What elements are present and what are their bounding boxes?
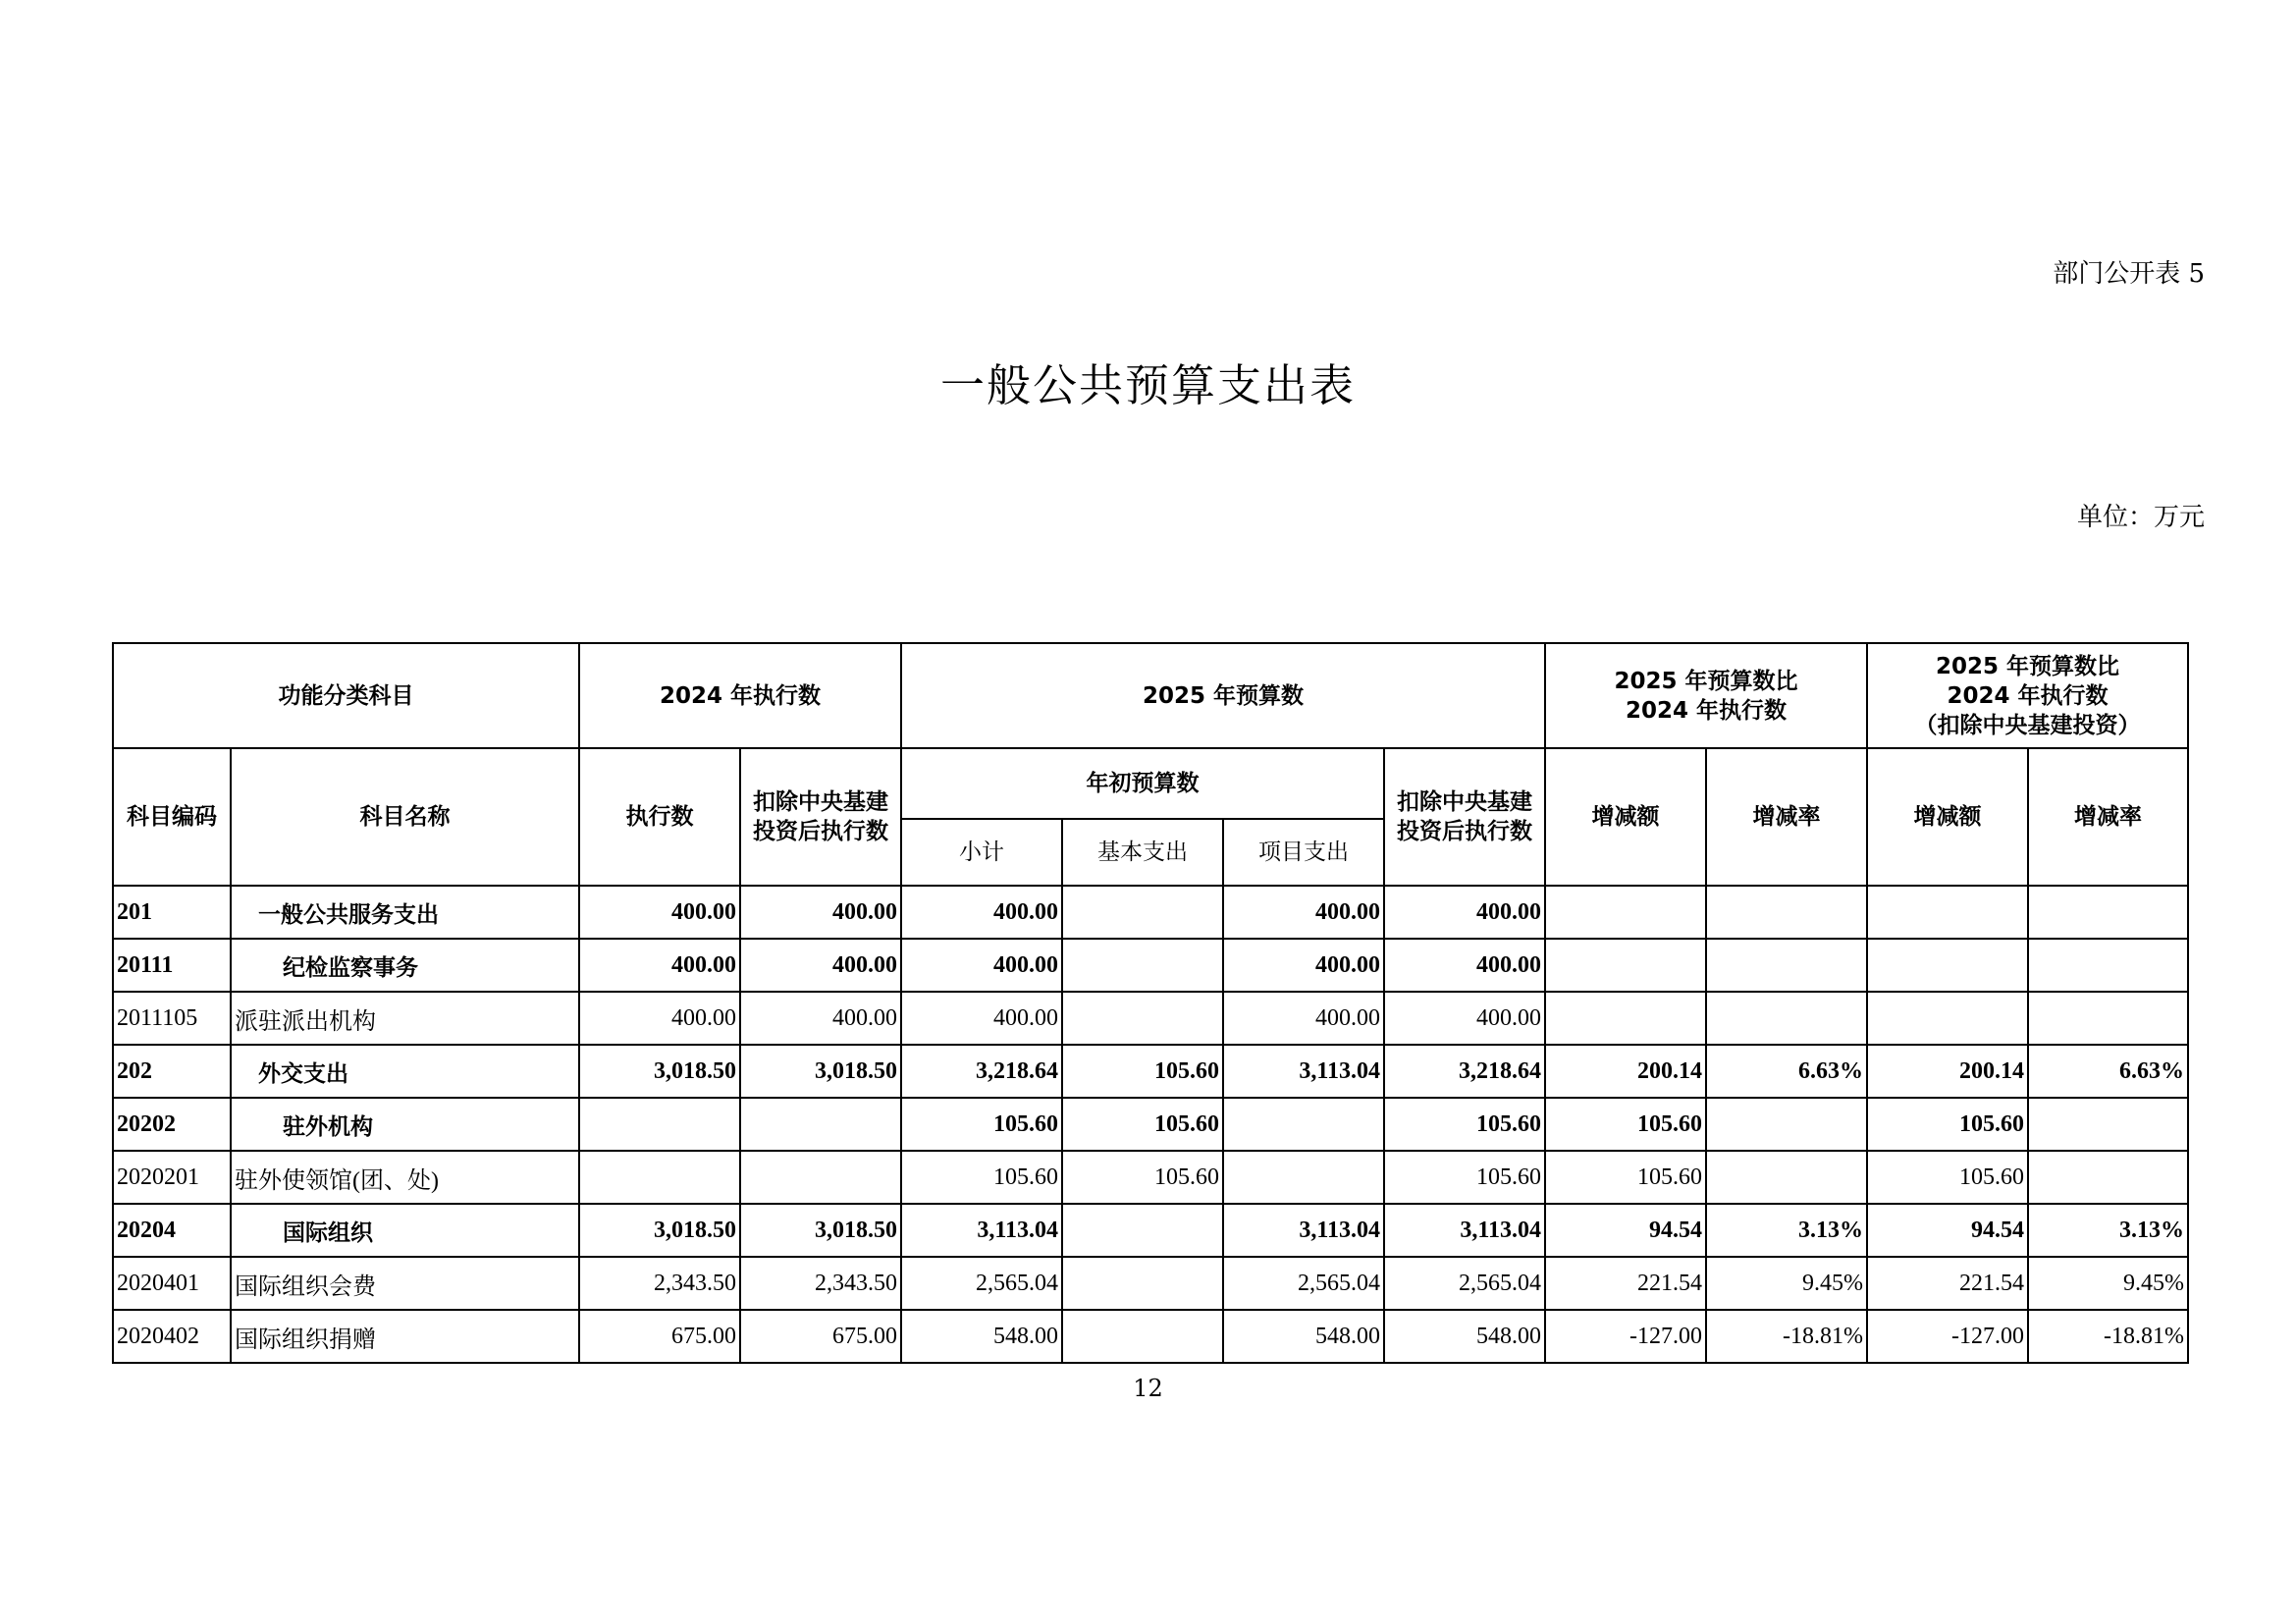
cell-inc-rate-2: 9.45% [2028,1257,2188,1310]
row-name: 外交支出 [231,1045,579,1098]
header-project: 项目支出 [1223,819,1384,886]
cell-project: 548.00 [1223,1310,1384,1363]
header-func-class: 功能分类科目 [113,643,579,748]
header-compare-exec-excl: 2025 年预算数比 2024 年执行数 （扣除中央基建投资） [1867,643,2188,748]
cell-budget-excl: 548.00 [1384,1310,1545,1363]
row-code: 2011105 [113,992,231,1045]
row-code: 2020401 [113,1257,231,1310]
cell-project: 400.00 [1223,886,1384,939]
row-name: 纪检监察事务 [231,939,579,992]
unit-label: 单位：万元 [2076,503,2205,532]
header-row-2 [113,748,2188,819]
cell-exec-excl: 400.00 [740,886,901,939]
table-row [113,939,2188,992]
row-name: 驻外机构 [231,1098,579,1151]
cell-inc-rate-1 [1706,992,1867,1045]
cell-budget-excl: 400.00 [1384,992,1545,1045]
cell-budget-excl: 400.00 [1384,886,1545,939]
cell-inc-rate-1: 6.63% [1706,1045,1867,1098]
header-subtotal: 小计 [901,819,1062,886]
cell-inc-rate-1: 9.45% [1706,1257,1867,1310]
cell-inc-amount-1: 105.60 [1545,1151,1706,1204]
table-row [113,1310,2188,1363]
cell-exec [579,1098,740,1151]
cell-exec: 400.00 [579,886,740,939]
cell-inc-amount-1: -127.00 [1545,1310,1706,1363]
cell-inc-rate-2 [2028,1151,2188,1204]
cell-basic: 105.60 [1062,1045,1223,1098]
header-name: 科目名称 [231,748,579,886]
cell-inc-rate-2: 3.13% [2028,1204,2188,1257]
header-inc-amount-1: 增减额 [1545,748,1706,886]
row-code: 202 [113,1045,231,1098]
cell-inc-amount-2 [1867,939,2028,992]
budget-table [112,642,2189,1364]
cell-exec [579,1151,740,1204]
header-inc-rate-1: 增减率 [1706,748,1867,886]
row-code: 20204 [113,1204,231,1257]
cell-inc-rate-2 [2028,886,2188,939]
cell-inc-amount-2: -127.00 [1867,1310,2028,1363]
cell-inc-amount-2: 200.14 [1867,1045,2028,1098]
cell-inc-amount-2: 105.60 [1867,1098,2028,1151]
cell-exec: 675.00 [579,1310,740,1363]
row-code: 2020201 [113,1151,231,1204]
table-row [113,886,2188,939]
cell-inc-amount-1 [1545,992,1706,1045]
cell-basic [1062,992,1223,1045]
cell-subtotal: 400.00 [901,886,1062,939]
cell-exec: 3,018.50 [579,1204,740,1257]
cell-exec: 3,018.50 [579,1045,740,1098]
cell-project [1223,1098,1384,1151]
row-code: 20111 [113,939,231,992]
cell-inc-amount-1: 221.54 [1545,1257,1706,1310]
cell-exec: 400.00 [579,939,740,992]
cell-inc-rate-1 [1706,1151,1867,1204]
cell-budget-excl: 2,565.04 [1384,1257,1545,1310]
cell-inc-rate-1 [1706,1098,1867,1151]
header-inc-amount-2: 增减额 [1867,748,2028,886]
cell-exec-excl: 400.00 [740,992,901,1045]
cell-exec-excl: 3,018.50 [740,1204,901,1257]
row-name: 国际组织捐赠 [231,1310,579,1363]
cell-subtotal: 400.00 [901,939,1062,992]
cell-basic: 105.60 [1062,1098,1223,1151]
table-row [113,1257,2188,1310]
table-body [113,886,2188,1363]
table-row [113,992,2188,1045]
cell-subtotal: 400.00 [901,992,1062,1045]
table-row [113,1098,2188,1151]
header-row-1 [113,643,2188,748]
cell-inc-amount-2 [1867,992,2028,1045]
cell-subtotal: 105.60 [901,1098,1062,1151]
cell-project: 3,113.04 [1223,1204,1384,1257]
cell-subtotal: 548.00 [901,1310,1062,1363]
cell-project [1223,1151,1384,1204]
row-code: 20202 [113,1098,231,1151]
header-budget-2025: 2025 年预算数 [901,643,1545,748]
header-basic: 基本支出 [1062,819,1223,886]
table-row [113,1045,2188,1098]
header-exec: 执行数 [579,748,740,886]
row-code: 2020402 [113,1310,231,1363]
header-budget-excl: 扣除中央基建 投资后执行数 [1384,748,1545,886]
cell-basic [1062,1204,1223,1257]
cell-basic [1062,886,1223,939]
cell-inc-rate-2 [2028,939,2188,992]
cell-inc-rate-2 [2028,1098,2188,1151]
cell-inc-amount-1: 94.54 [1545,1204,1706,1257]
header-exec-excl: 扣除中央基建 投资后执行数 [740,748,901,886]
row-name: 国际组织 [231,1204,579,1257]
cell-exec: 2,343.50 [579,1257,740,1310]
cell-inc-amount-2: 105.60 [1867,1151,2028,1204]
cell-basic [1062,1310,1223,1363]
cell-inc-rate-2: 6.63% [2028,1045,2188,1098]
cell-project: 3,113.04 [1223,1045,1384,1098]
cell-project: 400.00 [1223,939,1384,992]
cell-subtotal: 3,218.64 [901,1045,1062,1098]
page-number: 12 [1133,1375,1163,1402]
cell-inc-amount-1: 105.60 [1545,1098,1706,1151]
cell-budget-excl: 105.60 [1384,1151,1545,1204]
cell-basic [1062,1257,1223,1310]
cell-exec-excl: 3,018.50 [740,1045,901,1098]
cell-exec-excl: 400.00 [740,939,901,992]
cell-exec-excl: 2,343.50 [740,1257,901,1310]
row-name: 派驻派出机构 [231,992,579,1045]
cell-subtotal: 105.60 [901,1151,1062,1204]
cell-inc-rate-2 [2028,992,2188,1045]
cell-inc-amount-2: 94.54 [1867,1204,2028,1257]
cell-project: 2,565.04 [1223,1257,1384,1310]
row-name: 一般公共服务支出 [231,886,579,939]
cell-budget-excl: 3,113.04 [1384,1204,1545,1257]
header-code: 科目编码 [113,748,231,886]
cell-basic: 105.60 [1062,1151,1223,1204]
cell-inc-amount-2: 221.54 [1867,1257,2028,1310]
header-inc-rate-2: 增减率 [2028,748,2188,886]
cell-exec: 400.00 [579,992,740,1045]
cell-subtotal: 3,113.04 [901,1204,1062,1257]
cell-project: 400.00 [1223,992,1384,1045]
cell-inc-rate-2: -18.81% [2028,1310,2188,1363]
cell-inc-amount-2 [1867,886,2028,939]
cell-inc-rate-1: -18.81% [1706,1310,1867,1363]
cell-exec-excl [740,1151,901,1204]
cell-basic [1062,939,1223,992]
cell-exec-excl [740,1098,901,1151]
header-compare-exec: 2025 年预算数比 2024 年执行数 [1545,643,1867,748]
cell-budget-excl: 3,218.64 [1384,1045,1545,1098]
document-label: 部门公开表 5 [2053,259,2205,289]
cell-subtotal: 2,565.04 [901,1257,1062,1310]
row-name: 驻外使领馆(团、处) [231,1151,579,1204]
table-row [113,1151,2188,1204]
cell-budget-excl: 105.60 [1384,1098,1545,1151]
cell-inc-rate-1 [1706,886,1867,939]
header-exec-2024: 2024 年执行数 [579,643,901,748]
cell-exec-excl: 675.00 [740,1310,901,1363]
header-initial-budget: 年初预算数 [901,748,1384,819]
cell-inc-amount-1 [1545,939,1706,992]
row-code: 201 [113,886,231,939]
cell-inc-amount-1 [1545,886,1706,939]
row-name: 国际组织会费 [231,1257,579,1310]
cell-inc-amount-1: 200.14 [1545,1045,1706,1098]
cell-budget-excl: 400.00 [1384,939,1545,992]
cell-inc-rate-1: 3.13% [1706,1204,1867,1257]
table-row [113,1204,2188,1257]
page-title: 一般公共预算支出表 [939,359,1356,411]
cell-inc-rate-1 [1706,939,1867,992]
